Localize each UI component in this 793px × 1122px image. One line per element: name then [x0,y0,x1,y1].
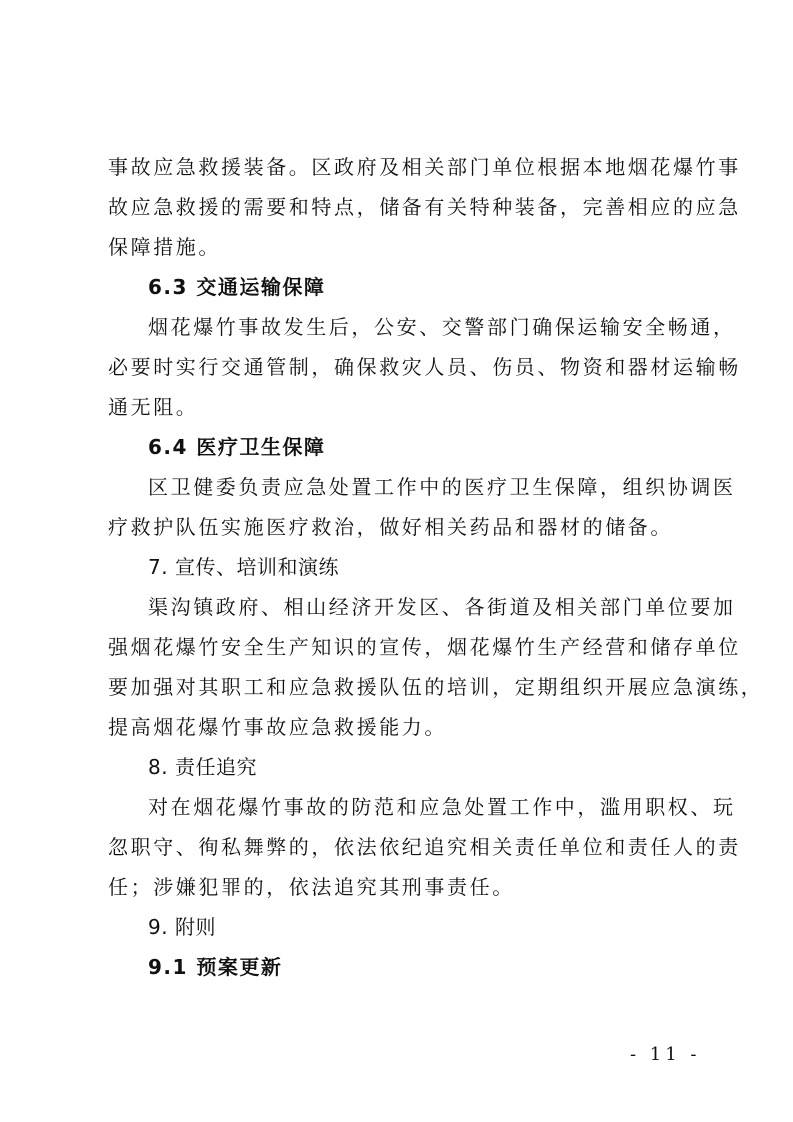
paragraph-line: 必要时实行交通管制，确保救灾人员、伤员、物资和器材运输畅 [108,355,741,379]
page-number: - 11 - [630,1044,701,1065]
section-heading-8: 8. 责任追究 [148,755,257,779]
section-heading-9: 9. 附则 [148,915,216,939]
paragraph-line: 保障措施。 [108,235,221,259]
paragraph-line: 提高烟花爆竹事故应急救援能力。 [108,715,447,739]
paragraph-line: 忽职守、徇私舞弊的，依法依纪追究相关责任单位和责任人的责 [108,835,741,859]
paragraph-line: 事故应急救援装备。区政府及相关部门单位根据本地烟花爆竹事 [108,155,741,179]
paragraph-line: 故应急救援的需要和特点，储备有关特种装备，完善相应的应急 [108,195,741,219]
paragraph-line: 强烟花爆竹安全生产知识的宣传，烟花爆竹生产经营和储存单位 [108,635,741,659]
section-heading-9-1: 9.1 预案更新 [148,955,283,979]
paragraph-line: 渠沟镇政府、相山经济开发区、各街道及相关部门单位要加 [148,595,736,619]
section-heading-7: 7. 宣传、培训和演练 [148,555,339,579]
section-heading-6-4: 6.4 医疗卫生保障 [148,435,326,459]
paragraph-line: 区卫健委负责应急处置工作中的医疗卫生保障，组织协调医 [148,475,736,499]
paragraph-line: 要加强对其职工和应急救援队伍的培训，定期组织开展应急演练， [108,675,764,699]
paragraph-line: 疗救护队伍实施医疗救治，做好相关药品和器材的储备。 [108,515,673,539]
paragraph-line: 通无阻。 [108,395,199,419]
paragraph-line: 烟花爆竹事故发生后，公安、交警部门确保运输安全畅通， [148,315,736,339]
section-heading-6-3: 6.3 交通运输保障 [148,275,326,299]
paragraph-line: 任；涉嫌犯罪的，依法追究其刑事责任。 [108,875,515,899]
paragraph-line: 对在烟花爆竹事故的防范和应急处置工作中，滥用职权、玩 [148,795,736,819]
